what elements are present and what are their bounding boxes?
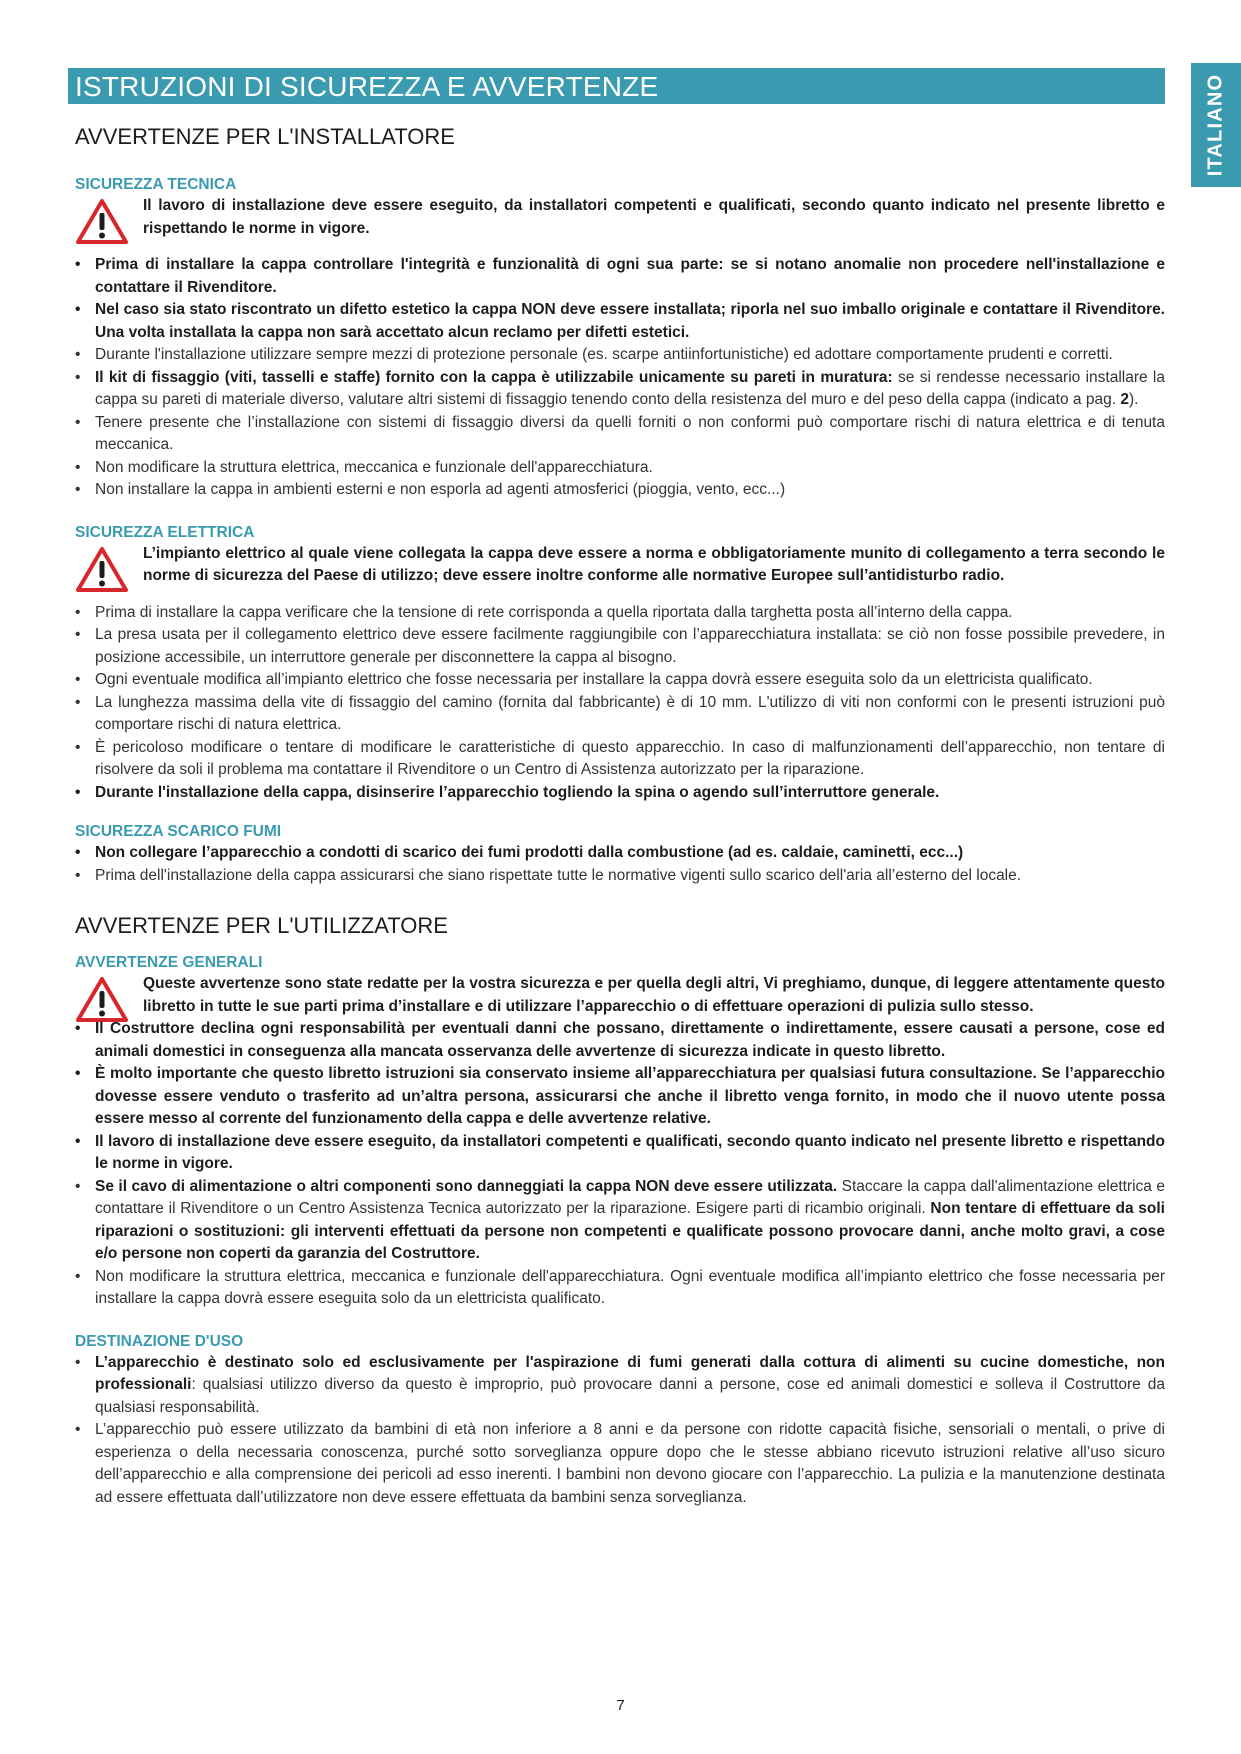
list-item: • Prima di installare la cappa verificare che la tensione di rete corrisponda a quella riportata dalla targhetta posta all’interno della cappa. (75, 602, 1165, 625)
list-item: • Nel caso sia stato riscontrato un difetto estetico la cappa NON deve essere installata; riporla nel suo imballo originale e contattare il Rivenditore. Una volta installata la cappa non sarà accettato alcun reclamo per difetti estetici. (75, 299, 1165, 344)
smoke-safety-heading: SICUREZZA SCARICO FUMI (75, 823, 282, 840)
warning-triangle-icon (75, 197, 129, 245)
electrical-safety-warning (75, 543, 1165, 588)
electrical-safety-warning-text: L’impianto elettrico al quale viene collegata la cappa deve essere a norma e obbligatoriamente munito di collegamento a terra secondo le norme di sicurezza del Paese di utilizzo; deve essere inoltre conforme alle normative Europee sull’antidisturbo radio. (143, 544, 1165, 584)
list-item: • L’apparecchio può essere utilizzato da bambini di età non inferiore a 8 anni e da persone con ridotte capacità fisiche, sensoriali o mentali, o prive di esperienza o della necessaria conoscenza, purché sotto sorveglianza oppure dopo che le stesse abbiano ricevuto istruzioni relative all’uso sicuro dell’apparecchio e alla comprensione dei pericoli ad esso inerenti. I bambini non devono giocare con l’apparecchio. La pulizia e la manutenzione destinata ad essere effettuata dall’utilizzatore non deve essere effettuata da bambini senza sorveglianza. (75, 1419, 1165, 1509)
list-item: • La lunghezza massima della vite di fissaggio del camino (fornita dal fabbricante) è di 10 mm. L'utilizzo di viti non conformi con le presenti istruzioni può comportare rischi di natura elettrica. (75, 692, 1165, 737)
list-item: • Non installare la cappa in ambienti esterni e non esporla ad agenti atmosferici (pioggia, vento, ecc...) (75, 479, 1165, 502)
intended-use-heading: DESTINAZIONE D'USO (75, 1332, 244, 1350)
list-item: • Tenere presente che l’installazione con sistemi di fissaggio diversi da quelli forniti o non conformi può comportare rischi di natura elettrica e di tenuta meccanica. (75, 412, 1165, 457)
user-heading: AVVERTENZE PER L'UTILIZZATORE (75, 913, 448, 938)
warning-triangle-icon (75, 545, 129, 593)
electrical-safety-list (75, 602, 1165, 805)
tech-safety-warning-text: Il lavoro di installazione deve essere eseguito, da installatori competenti e qualificati, secondo quanto indicato nel presente libretto e rispettando le norme in vigore. (143, 197, 1165, 237)
electrical-safety-heading: SICUREZZA ELETTRICA (75, 523, 255, 541)
general-warning-text: Queste avvertenze sono state redatte per la vostra sicurezza e per quella degli altri, Vi preghiamo, dunque, di leggere attentamente questo libretto in tutte le sue parti prima d’installare e di utilizzare l’apparecchio o di effettuare operazioni di pulizia sullo stesso. (143, 975, 1165, 1015)
list-item: • È molto importante che questo libretto istruzioni sia conservato insieme all’apparecchiatura per qualsiasi futura consultazione. Se l’apparecchio dovesse essere venduto o trasferito ad un’altra persona, assicurarsi che anche il libretto venga fornito, in modo che il nuovo utente possa essere messo al corrente del funzionamento della cappa e delle avvertenze relative. (75, 1063, 1165, 1131)
list-item: • È pericoloso modificare o tentare di modificare le caratteristiche di questo apparecchio. In caso di malfunzionamenti dell’apparecchio, non tentare di risolvere da soli il problema ma contattare il Rivenditore o un Centro di Assistenza autorizzato per la riparazione. (75, 737, 1165, 782)
smoke-safety-list (75, 842, 1165, 887)
list-item: • Prima dell'installazione della cappa assicurarsi che siano rispettate tutte le normative vigenti sullo scarico dell'aria all’esterno del locale. (75, 865, 1165, 888)
content (75, 124, 1165, 1509)
list-item: • Il kit di fissaggio (viti, tasselli e staffe) fornito con la cappa è utilizzabile unicamente su pareti in muratura: se si rendesse necessario installare la cappa su pareti di materiale diverso, valutare altri sistemi di fissaggio tenendo conto della resistenza del muro e del peso della cappa (indicato a pag. 2). (75, 367, 1165, 412)
list-item: • Ogni eventuale modifica all’impianto elettrico che fosse necessaria per installare la cappa dovrà essere eseguita solo da un elettricista qualificato. (75, 669, 1165, 692)
general-warning (75, 973, 1165, 1018)
tech-safety-warning (75, 195, 1165, 240)
list-item: • Prima di installare la cappa controllare l'integrità e funzionalità di ogni sua parte: se si notano anomalie non procedere nell'installazione e contattare il Rivenditore. (75, 254, 1165, 299)
list-item: • Se il cavo di alimentazione o altri componenti sono danneggiati la cappa NON deve essere utilizzata. Staccare la cappa dall'alimentazione elettrica e contattare il Rivenditore o un Centro Assistenza Tecnica autorizzato per la riparazione. Esigere parti di ricambio originali. Non tentare di effettuare da soli riparazioni o sostituzioni: gli interventi effettuati da persone non competenti e qualificate possono provocare danni, anche molto gravi, a cose e/o persone non coperti da garanzia del Costruttore. (75, 1176, 1165, 1266)
list-item: • L’apparecchio è destinato solo ed esclusivamente per l'aspirazione di fumi generati dalla cottura di alimenti su cucine domestiche, non professionali: qualsiasi utilizzo diverso da questo è improprio, può provocare danni a persone, cose ed animali domestici e solleva il Costruttore da qualsiasi responsabilità. (75, 1352, 1165, 1420)
general-warnings-heading: AVVERTENZE GENERALI (75, 954, 263, 971)
general-warnings-list (75, 1018, 1165, 1311)
language-tab (1191, 63, 1241, 187)
page-title: ISTRUZIONI DI SICUREZZA E AVVERTENZE (68, 68, 1165, 104)
list-item: • Durante l'installazione utilizzare sempre mezzi di protezione personale (es. scarpe antiinfortunistiche) ed adottare comportamente prudenti e corretti. (75, 344, 1165, 367)
installer-heading: AVVERTENZE PER L'INSTALLATORE (75, 124, 455, 149)
warning-triangle-icon (75, 975, 129, 1023)
tech-safety-heading: SICUREZZA TECNICA (75, 176, 237, 193)
list-item: • Il Costruttore declina ogni responsabilità per eventuali danni che possano, direttamente o indirettamente, essere causati a persone, cose ed animali domestici in conseguenza alla mancata osservanza delle avvertenze di sicurezza indicate in questo libretto. (75, 1018, 1165, 1063)
list-item: • Non collegare l’apparecchio a condotti di scarico dei fumi prodotti dalla combustione (ad es. caldaie, caminetti, ecc...) (75, 842, 1165, 865)
list-item: • Durante l'installazione della cappa, disinserire l’apparecchio togliendo la spina o agendo sull’interruttore generale. (75, 782, 1165, 805)
language-tab-label: ITALIANO (1204, 73, 1227, 177)
list-item: • Non modificare la struttura elettrica, meccanica e funzionale dell'apparecchiatura. (75, 457, 1165, 480)
tech-safety-list (75, 254, 1165, 502)
page-number: 7 (616, 1697, 625, 1714)
list-item: • Non modificare la struttura elettrica, meccanica e funzionale dell'apparecchiatura. Ogni eventuale modifica all’impianto elettrico che fosse necessaria per installare la cappa dovrà essere eseguita solo da un elettricista qualificato. (75, 1266, 1165, 1311)
list-item: • La presa usata per il collegamento elettrico deve essere facilmente raggiungibile con l’apparecchiatura installata: se ciò non fosse possibile prevedere, in posizione accessibile, un interruttore generale per disconnettere la cappa al bisogno. (75, 624, 1165, 669)
intended-use-list (75, 1352, 1165, 1510)
list-item: • Il lavoro di installazione deve essere eseguito, da installatori competenti e qualificati, secondo quanto indicato nel presente libretto e rispettando le norme in vigore. (75, 1131, 1165, 1176)
